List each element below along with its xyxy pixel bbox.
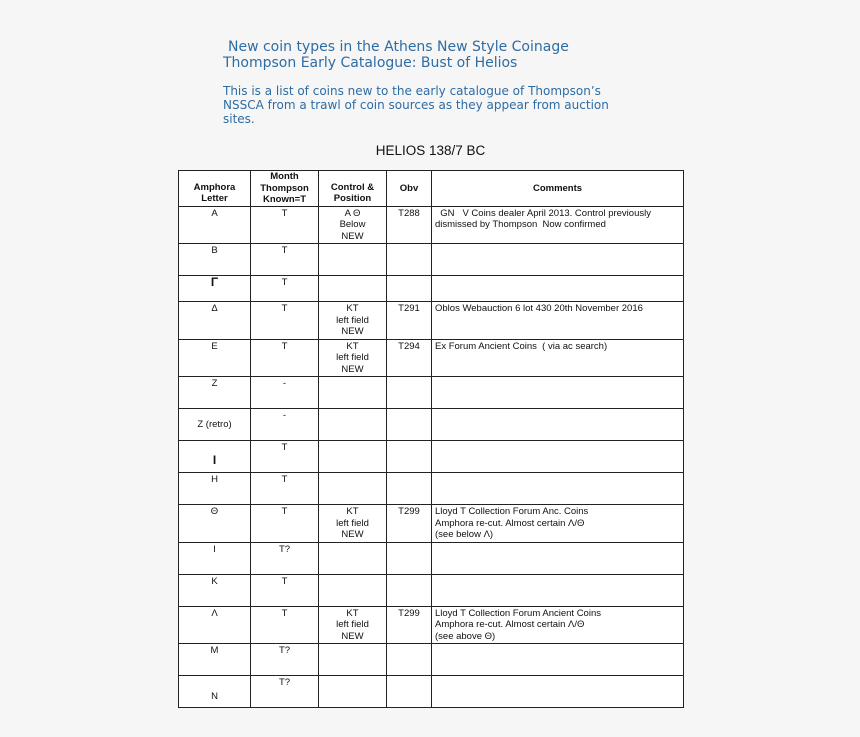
cell-obv [387,542,432,574]
control-line: left field [336,352,369,363]
cell-comments [432,409,684,441]
header-month-thompson: Month Thompson Known=T [251,171,319,207]
amphora-letter: E [211,340,218,352]
cell-control-position [319,377,387,409]
amphora-letter: Γ [210,275,219,289]
obverse-die: T288 [398,207,420,219]
month-known: T [281,506,288,517]
control-line: NEW [341,363,364,375]
cell-control-position [319,441,387,473]
cell-control-position [319,542,387,574]
obverse-die: T299 [398,506,420,517]
cell-comments [432,302,684,340]
cell-obv [387,409,432,441]
table-row [179,644,684,676]
title-line-1: New coin types in the Athens New Style Coinage [228,39,569,55]
cell-control-position [319,606,387,644]
month-known: - [282,378,287,389]
month-known: T [281,607,288,619]
comment-line: Ex Forum Ancient Coins ( via ac search) [435,340,608,352]
amphora-letter: Θ [210,506,219,517]
cell-obv [387,377,432,409]
cell-month-thompson [251,606,319,644]
table-row [179,505,684,543]
obverse-die: T294 [398,340,420,352]
cell-control-position [319,339,387,377]
control-line: KT [346,506,359,517]
cell-amphora-letter [179,505,251,543]
cell-month-thompson [251,302,319,340]
table-row [179,339,684,377]
control-line: Below [339,219,366,230]
cell-comments [432,206,684,244]
cell-amphora-letter [179,339,251,377]
cell-amphora-letter [179,377,251,409]
cell-comments [432,606,684,644]
table-row [179,244,684,276]
comment-line: Amphora re-cut. Almost certain Λ/Θ [435,517,585,529]
control-line: NEW [341,630,364,642]
title-line-2: Thompson Early Catalogue: Bust of Helios [223,55,518,71]
cell-month-thompson [251,441,319,473]
control-line: KT [346,303,359,314]
cell-comments [432,505,684,543]
control-line: A Θ [344,207,361,219]
amphora-letter: A [211,207,218,219]
month-known: T [281,474,288,485]
control-line: KT [346,607,359,619]
cell-amphora-letter [179,276,251,302]
comment-line: GN V Coins dealer April 2013. Control previously [435,207,651,219]
month-known: T [281,340,288,352]
cell-comments [432,473,684,505]
month-known: T [281,245,288,256]
cell-obv [387,606,432,644]
cell-amphora-letter [179,676,251,708]
amphora-letter: Δ [211,303,218,314]
obverse-die: T291 [398,303,420,314]
table-row [179,574,684,606]
comment-line: Oblos Webauction 6 lot 430 20th November 2016 [435,303,643,314]
cell-control-position [319,244,387,276]
cell-month-thompson [251,409,319,441]
table-title: HELIOS 138/7 BC [375,143,486,158]
amphora-letter: M [210,645,219,656]
month-known: T [281,303,288,314]
cell-amphora-letter [179,606,251,644]
cell-amphora-letter [179,473,251,505]
cell-obv [387,206,432,244]
control-line: left field [336,517,369,529]
cell-comments [432,644,684,676]
amphora-letter: K [211,575,218,587]
cell-amphora-letter [179,302,251,340]
cell-obv [387,441,432,473]
document-header [223,39,623,126]
cell-comments [432,676,684,708]
cell-amphora-letter [179,441,251,473]
month-known: - [282,410,287,421]
cell-month-thompson [251,276,319,302]
cell-obv [387,244,432,276]
cell-amphora-letter [179,206,251,244]
comment-line: (see below Λ) [435,529,494,540]
header-comments: Comments [432,171,684,207]
cell-control-position [319,644,387,676]
control-line: NEW [341,326,364,337]
cell-month-thompson [251,339,319,377]
table-row [179,409,684,441]
amphora-letter: B [211,245,218,256]
cell-month-thompson [251,542,319,574]
cell-comments [432,339,684,377]
comment-line: Lloyd T Collection Forum Anc. Coins [435,506,589,517]
comment-line: (see above Θ) [435,630,496,642]
cell-month-thompson [251,244,319,276]
month-known: T [281,207,288,219]
amphora-letter: I [212,452,217,467]
cell-comments [432,244,684,276]
table-row [179,276,684,302]
cell-control-position [319,676,387,708]
cell-amphora-letter [179,644,251,676]
cell-obv [387,339,432,377]
table-row [179,302,684,340]
control-line: left field [336,619,369,630]
header-control-position: Control & Position [319,171,387,207]
control-line: KT [346,340,359,352]
month-known: T [281,442,288,453]
cell-obv [387,574,432,606]
cell-month-thompson [251,644,319,676]
cell-amphora-letter [179,574,251,606]
cell-control-position [319,206,387,244]
cell-comments [432,377,684,409]
cell-month-thompson [251,574,319,606]
month-known: T? [278,543,291,555]
control-line: NEW [341,529,364,540]
cell-obv [387,302,432,340]
table-row [179,441,684,473]
comment-line: Amphora re-cut. Almost certain Λ/Θ [435,619,585,630]
header-obv: Obv [387,171,432,207]
control-line: NEW [341,230,364,242]
amphora-letter: Z [211,378,218,389]
comment-line: dismissed by Thompson Now confirmed [435,219,606,230]
cell-obv [387,676,432,708]
cell-obv [387,276,432,302]
cell-amphora-letter [179,409,251,441]
control-line: left field [336,314,369,326]
cell-control-position [319,505,387,543]
month-known: T? [278,645,291,656]
cell-amphora-letter [179,542,251,574]
comment-line: Lloyd T Collection Forum Ancient Coins [435,607,601,619]
cell-month-thompson [251,473,319,505]
document-title [223,39,623,71]
cell-obv [387,505,432,543]
cell-obv [387,644,432,676]
coin-table [178,170,684,708]
cell-comments [432,542,684,574]
cell-month-thompson [251,505,319,543]
cell-comments [432,574,684,606]
cell-month-thompson [251,377,319,409]
amphora-letter: I [213,543,216,555]
coin-table-body [179,206,684,708]
amphora-letter: N [211,690,218,702]
cell-control-position [319,473,387,505]
cell-obv [387,473,432,505]
cell-control-position [319,276,387,302]
amphora-letter: Λ [211,607,218,619]
table-row [179,676,684,708]
cell-control-position [319,302,387,340]
table-row [179,377,684,409]
table-row [179,542,684,574]
cell-month-thompson [251,206,319,244]
month-known: T [281,277,288,288]
cell-month-thompson [251,676,319,708]
table-row [179,206,684,244]
cell-comments [432,276,684,302]
month-known: T [281,575,288,587]
cell-comments [432,441,684,473]
table-header-row [179,171,684,207]
cell-control-position [319,409,387,441]
cell-control-position [319,574,387,606]
obverse-die: T299 [398,607,420,619]
amphora-letter: Z (retro) [197,418,232,430]
amphora-letter: H [211,474,218,485]
table-row [179,606,684,644]
cell-amphora-letter [179,244,251,276]
intro-paragraph: This is a list of coins new to the early catalogue of Thompson’s NSSCA from a trawl of coin sources as they appear from auction sites. [223,84,609,126]
table-row [179,473,684,505]
month-known: T? [278,677,291,688]
header-amphora-letter: Amphora Letter [179,171,251,207]
